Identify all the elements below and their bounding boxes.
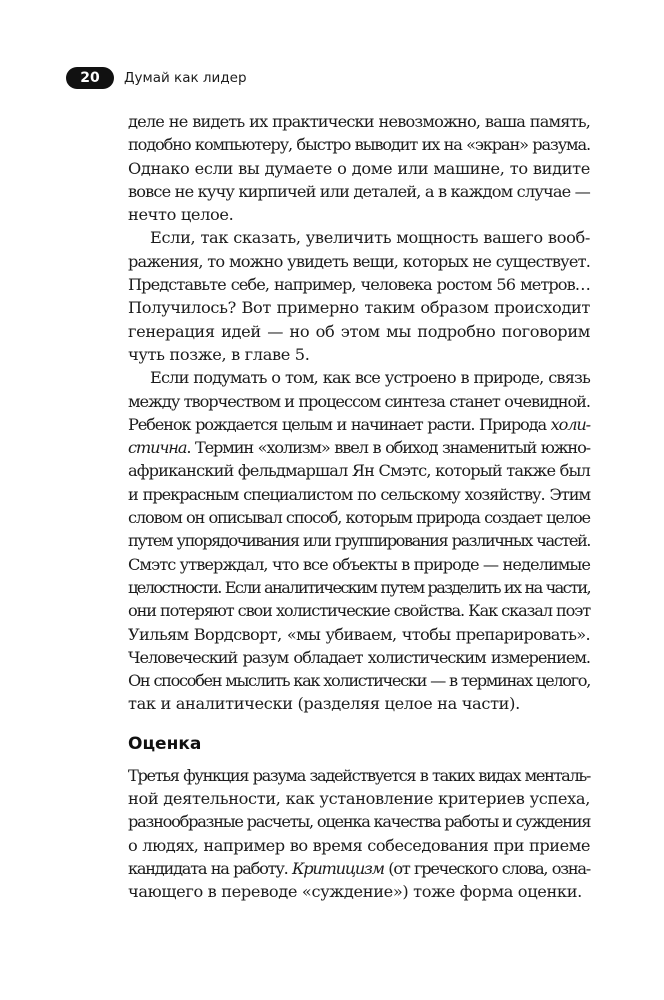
italic-term: холи-	[550, 414, 590, 434]
text-line: чающего в переводе «суждение») тоже форма оценки.	[128, 882, 582, 902]
text-line: Он способен мыслить как холистически — в терминах целого,	[128, 671, 590, 691]
text-line: Представьте себе, например, человека ростом 56 метров…	[128, 275, 590, 295]
text-line: между творчеством и процессом синтеза станет очевидной.	[128, 391, 590, 411]
section-heading: Оценка	[128, 733, 202, 754]
text-line: о людях, например во время собеседования при приеме	[128, 835, 590, 855]
text-run: . Термин «холизм» ввел в обиход знаменитый южно-	[186, 438, 590, 458]
running-title: Думай как лидер	[124, 70, 247, 86]
section-body-text	[128, 110, 590, 716]
text-line	[128, 413, 590, 436]
text-line: деле не видеть их практически невозможно, ваша память,	[128, 112, 590, 131]
section-body-text	[128, 764, 590, 904]
text-line: подобно компьютеру, быстро выводит их на «экран» разума.	[128, 135, 590, 155]
text-line: Если, так сказать, увеличить мощность вашего вооб-	[150, 228, 590, 248]
text-line: Уильям Вордсворт, «мы убиваем, чтобы препарировать».	[128, 624, 590, 644]
text-line: Однако если вы думаете о доме или машине, то видите	[128, 158, 590, 178]
text-line: целостности. Если аналитическим путем разделить их на части,	[128, 577, 590, 597]
italic-term: Критицизм	[291, 858, 384, 878]
text-line: Смэтс утверждал, что все объекты в природе — неделимые	[128, 554, 590, 574]
text-run: кандидата на работу.	[128, 858, 292, 878]
italic-term: стична	[128, 438, 187, 458]
page-body	[128, 110, 590, 904]
text-line: ражения, то можно увидеть вещи, которых не существует.	[128, 251, 590, 271]
text-line: путем упорядочивания или группирования различных частей.	[128, 531, 590, 551]
text-line: чуть позже, в главе 5.	[128, 344, 310, 364]
text-line: они потеряют свои холистические свойства. Как сказал поэт	[128, 601, 590, 621]
text-line: вовсе не кучу кирпичей или деталей, а в каждом случае —	[128, 181, 591, 201]
text-line: разнообразные расчеты, оценка качества работы и суждения	[128, 812, 591, 832]
text-line: нечто целое.	[128, 205, 234, 225]
text-line	[128, 857, 590, 880]
text-line: так и аналитически (разделяя целое на части).	[128, 694, 520, 714]
text-run: (от греческого слова, озна-	[383, 858, 590, 878]
page-header	[66, 66, 247, 90]
text-line: Если подумать о том, как все устроено в природе, связь	[150, 368, 590, 388]
text-line: Получилось? Вот примерно таким образом происходит	[128, 298, 590, 318]
text-line: генерация идей — но об этом мы подробно поговорим	[128, 321, 590, 341]
text-line: Человеческий разум обладает холистическим измерением.	[128, 647, 590, 667]
text-line: ной деятельности, как установление критериев успеха,	[128, 789, 590, 809]
text-line: и прекрасным специалистом по сельскому хозяйству. Этим	[128, 484, 590, 504]
text-line: Третья функция разума задействуется в таких видах менталь-	[128, 765, 590, 785]
page-number: 20	[66, 67, 114, 89]
text-line: словом он описывал способ, которым природа создает целое	[128, 508, 590, 528]
text-line: африканский фельдмаршал Ян Смэтс, который также был	[128, 461, 590, 481]
text-line	[128, 436, 590, 459]
text-run: Ребенок рождается целым и начинает расти. Природа	[128, 414, 551, 434]
